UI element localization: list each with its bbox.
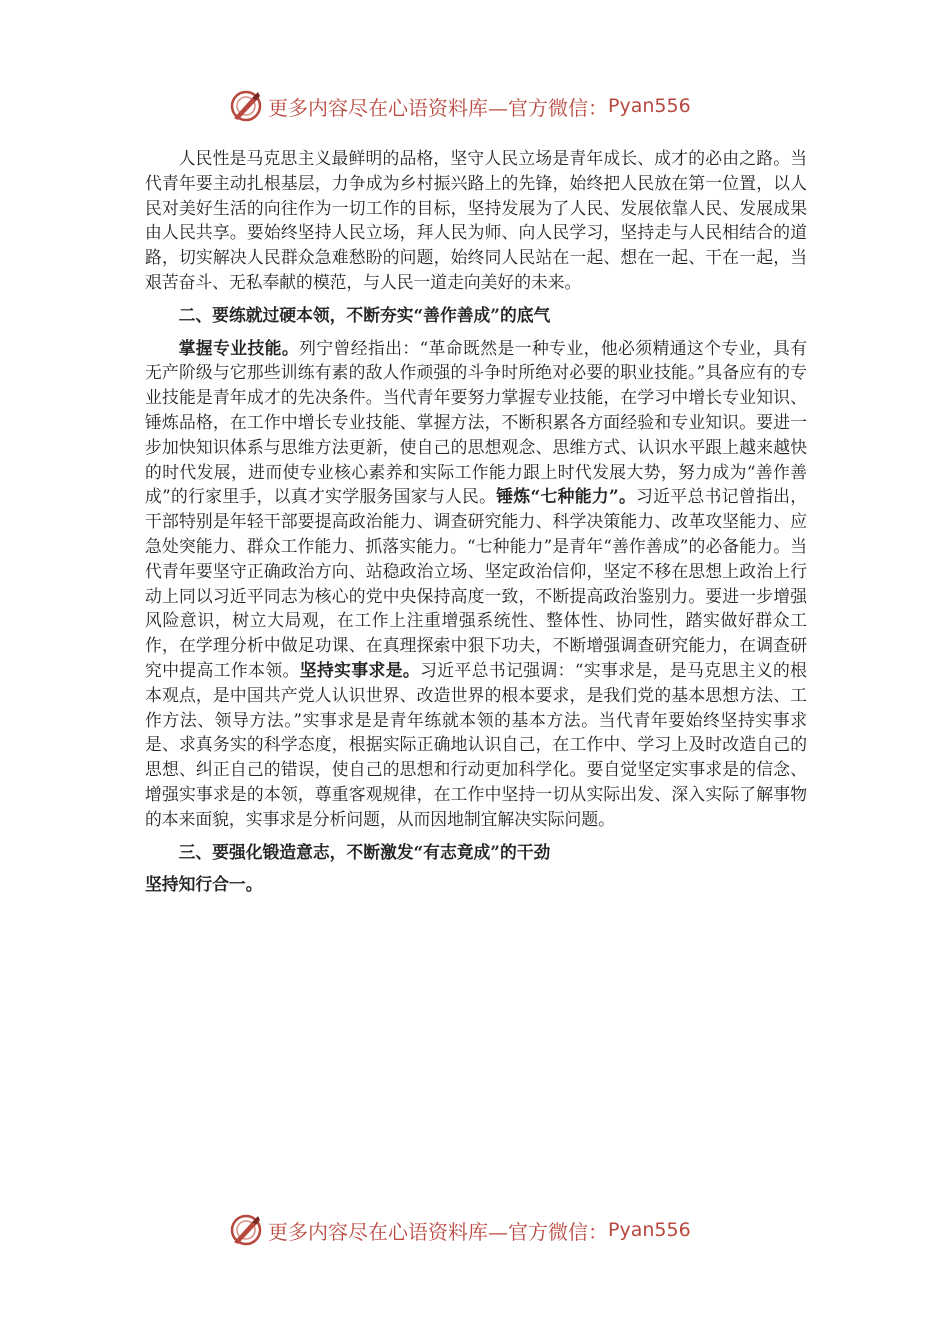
paragraph-skills-text-b: 习近平总书记曾指出，干部特别是年轻干部要提高政治能力、调查研究能力、科学决策能力、改革攻坚能力、应急处突能力、群众工作能力、抓落实能力。“七种能力”是青年“善作善成”的必备能力。当代青年要坚守正确政治方向、站稳政治立场、坚定政治信仰，坚定不移在思想上政治上行动上同以习近平同志为核心的党中央保持高度一致，不断提高政治鉴别力。要进一步增强风险意识，树立大局观，在工作上注重增强系统性、整体性、协同性，踏实做好群众工作，在学理分析中做足功课、在真理探索中狠下功夫，不断增强调查研究能力，在调查研究中提高工作本领。 bbox=[145, 486, 807, 680]
lead-professional-skills: 掌握专业技能。 bbox=[178, 337, 300, 358]
paragraph-skills-text-c: 习近平总书记强调：“实事求是，是马克思主义的根本观点，是中国共产党人认识世界、改造世界的根本要求，是我们党的基本思想方法、工作方法、领导方法。”实事求是是青年练就本领的基本方法。当代青年要始终坚持实事求是、求真务实的科学态度，根据实际正确地认识自己，在工作中、学习上及时改造自己的思想、纠正自己的错误，使自己的思想和行动更加科学化。要自觉坚定实事求是的信念、增强实事求是的本领，尊重客观规律，在工作中坚持一切从实际出发、深入实际了解事物的本来面貌，实事求是分析问题，从而因地制宜解决实际问题。 bbox=[145, 659, 807, 829]
footer-banner-id: Pyan556 bbox=[608, 1219, 691, 1241]
pen-logo-icon bbox=[228, 88, 264, 124]
paragraph-skills-text-a: 列宁曾经指出：“革命既然是一种专业，他必须精通这个专业，具有无产阶级与它那些训练有素的敌人作顽强的斗争时所绝对必要的职业技能。”具备应有的专业技能是青年成才的先决条件。当代青年要努力掌握专业技能，在学习中增长专业知识、锤炼品格，在工作中增长专业技能、掌握方法，不断积累各方面经验和专业知识。要进一步加快知识体系与思维方法更新，使自己的思想观念、思维方式、认识水平跟上越来越快的时代发展，进而使专业核心素养和实际工作能力跟上时代发展大势，努力成为“善作善成”的行家里手，以真才实学服务国家与人民。 bbox=[145, 337, 807, 507]
paragraph-skills bbox=[145, 336, 807, 832]
paragraph-unity: 坚持知行合一。 bbox=[145, 874, 263, 895]
lead-seek-truth: 坚持实事求是。 bbox=[299, 659, 421, 680]
pen-logo-icon bbox=[228, 1212, 264, 1248]
lead-seven-abilities: 锤炼“七种能力”。 bbox=[496, 486, 637, 507]
header-banner-text: 更多内容尽在心语资料库—官方微信： bbox=[268, 95, 608, 120]
header-banner bbox=[228, 88, 691, 124]
document-body bbox=[145, 146, 807, 897]
header-banner-id: Pyan556 bbox=[608, 95, 691, 117]
footer-banner bbox=[228, 1212, 691, 1248]
section-heading-2: 二、要练就过硬本领，不断夯实“善作善成”的底气 bbox=[178, 304, 551, 325]
paragraph-people: 人民性是马克思主义最鲜明的品格，坚守人民立场是青年成长、成才的必由之路。当代青年要主动扎根基层，力争成为乡村振兴路上的先锋，始终把人民放在第一位置，以人民对美好生活的向往作为一切工作的目标，坚持发展为了人民、发展依靠人民、发展成果由人民共享。要始终坚持人民立场，拜人民为师、向人民学习，坚持走与人民相结合的道路，切实解决人民群众急难愁盼的问题，始终同人民站在一起、想在一起、干在一起，当艰苦奋斗、无私奉献的模范，与人民一道走向美好的未来。 bbox=[145, 148, 807, 292]
footer-banner-text: 更多内容尽在心语资料库—官方微信： bbox=[268, 1219, 608, 1244]
section-heading-3: 三、要强化锻造意志，不断激发“有志竟成”的干劲 bbox=[178, 841, 551, 862]
